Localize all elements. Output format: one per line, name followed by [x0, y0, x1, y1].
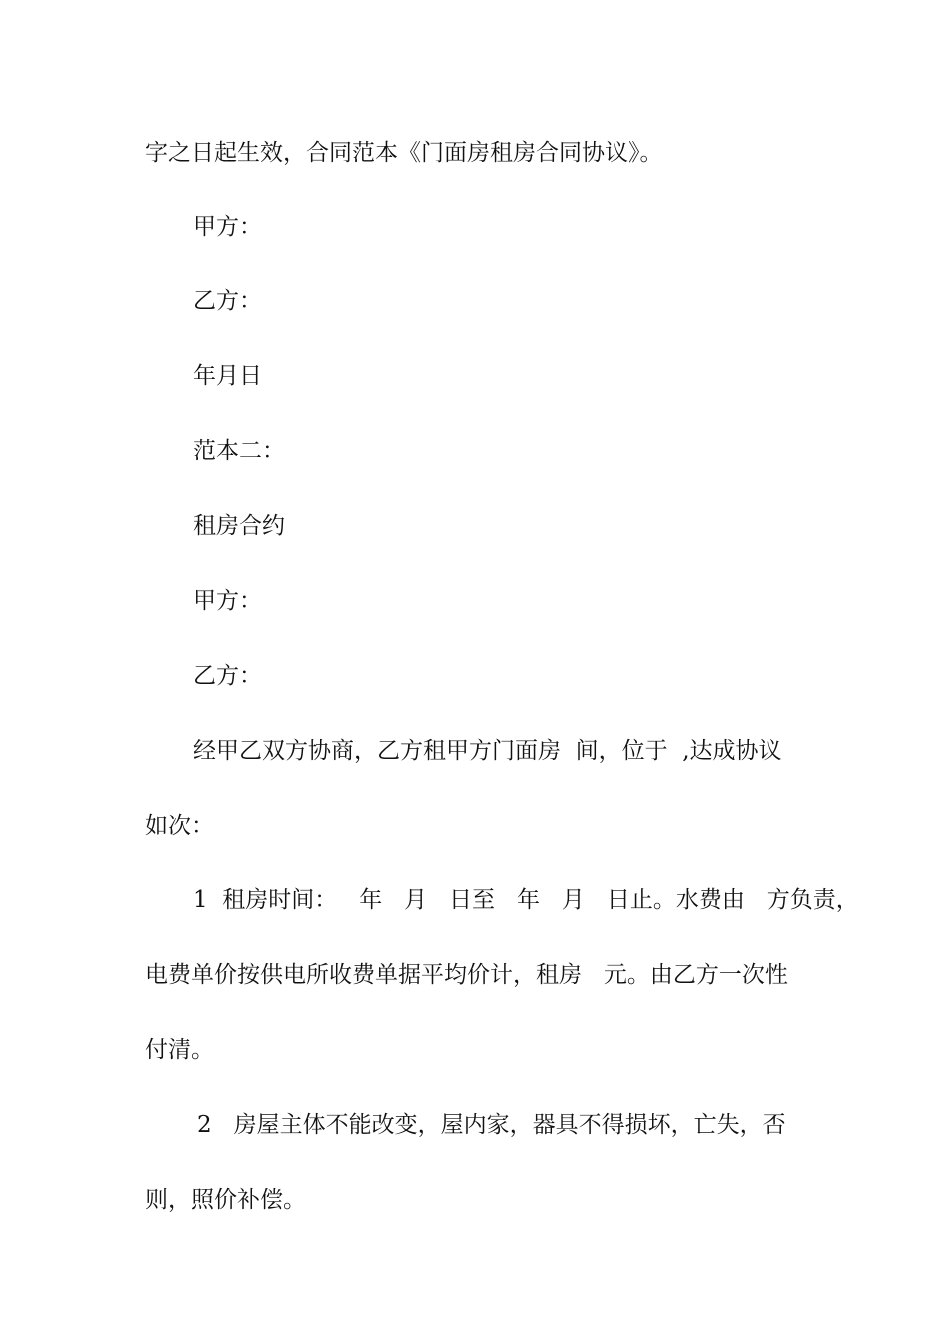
clause-2-line: 2 房屋主体不能改变，屋内家，器具不得损坏，亡失，否 — [197, 1112, 786, 1138]
contract-title: 租房合约 — [193, 513, 285, 539]
sample-heading: 范本二： — [193, 438, 285, 464]
party-b-label: 乙方： — [193, 663, 262, 689]
paragraph-line: 字之日起生效，合同范本《门面房租房合同协议》。 — [145, 140, 663, 166]
party-a-label: 甲方： — [193, 588, 262, 614]
clause-1-line: 付清。 — [145, 1037, 214, 1063]
paragraph-line: 如次： — [145, 813, 214, 839]
clause-1-line: 电费单价按供电所收费单据平均价计，租房 元。由乙方一次性 — [145, 962, 788, 988]
paragraph-line: 经甲乙双方协商，乙方租甲方门面房 间，位于 ,达成协议 — [193, 738, 782, 764]
party-a-label: 甲方： — [193, 214, 262, 240]
date-line: 年月日 — [193, 363, 262, 389]
party-b-label: 乙方： — [193, 288, 262, 314]
clause-1-line: 1 租房时间： 年 月 日至 年 月 日止。水费由 方负责， — [193, 887, 859, 913]
clause-2-line: 则，照价补偿。 — [145, 1187, 306, 1213]
